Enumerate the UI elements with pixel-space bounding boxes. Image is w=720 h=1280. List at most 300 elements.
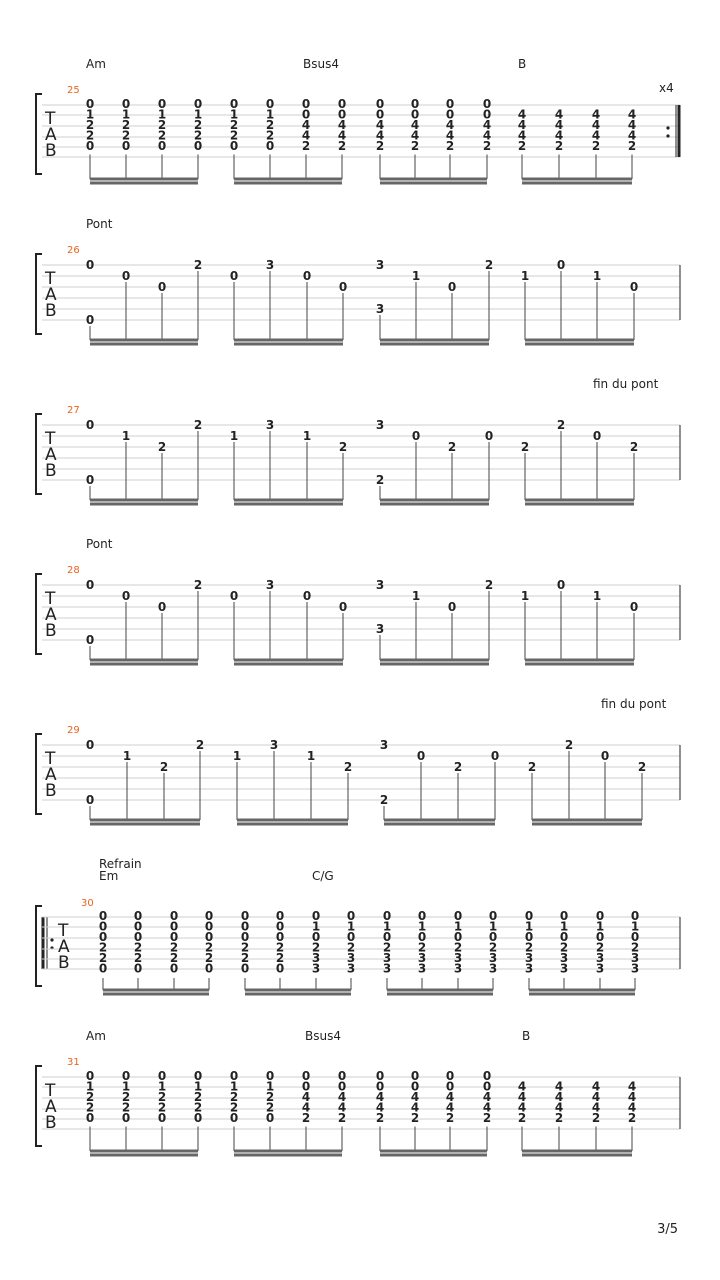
staff-lines <box>42 585 680 640</box>
fret-number: 2 <box>157 1090 167 1104</box>
system-26 <box>36 217 680 334</box>
fret-number: 0 <box>556 578 566 592</box>
fret-number: 0 <box>301 1069 311 1083</box>
fret-number: 4 <box>375 128 385 143</box>
fret-number: 2 <box>637 760 647 774</box>
fret-number: 3 <box>269 738 279 752</box>
fret-number: 2 <box>240 951 250 965</box>
fret-number: 2 <box>301 1111 311 1125</box>
fret-number: 4 <box>591 128 601 143</box>
staff-lines <box>42 265 680 320</box>
section-label: Refrain <box>99 857 142 871</box>
fret-number: 1 <box>121 1079 131 1094</box>
fret-number: 4 <box>301 128 311 143</box>
system-27 <box>36 377 680 494</box>
fret-number: 2 <box>265 128 275 143</box>
fret-number: 0 <box>375 1079 385 1094</box>
fret-number: 4 <box>517 1100 527 1115</box>
system-bracket <box>36 94 42 174</box>
fret-number: 0 <box>410 107 420 122</box>
fret-number: 0 <box>121 1069 131 1083</box>
fret-number: 4 <box>482 1100 492 1115</box>
fret-number: 0 <box>417 909 427 923</box>
fret-number: 0 <box>265 97 275 111</box>
fret-number: 2 <box>346 940 356 955</box>
fret-number: 0 <box>301 107 311 122</box>
fret-number: 0 <box>121 269 131 283</box>
fret-number: 0 <box>482 1079 492 1094</box>
fret-number: 4 <box>301 1100 311 1115</box>
fret-number: 0 <box>411 429 421 443</box>
fret-number: 0 <box>337 1069 347 1083</box>
fret-number: 0 <box>204 919 214 934</box>
fret-number: 0 <box>193 1111 203 1125</box>
fret-number: 3 <box>453 961 463 976</box>
fret-number: 0 <box>85 418 95 432</box>
staff-lines <box>42 1077 680 1129</box>
tab-clef: A <box>45 285 57 305</box>
fret-number: 2 <box>229 118 239 132</box>
fret-number: 2 <box>627 139 637 153</box>
fret-number: 2 <box>157 440 167 454</box>
fret-number: 2 <box>193 1090 203 1104</box>
fret-number: 0 <box>121 97 131 111</box>
fret-number: 1 <box>121 429 131 443</box>
fret-number: 0 <box>98 961 108 976</box>
fret-number: 4 <box>482 118 492 132</box>
fret-number: 0 <box>629 600 639 614</box>
fret-number: 2 <box>595 940 605 955</box>
fret-number: 2 <box>484 578 494 592</box>
fret-number: 0 <box>592 429 602 443</box>
fret-number: 0 <box>275 930 285 944</box>
svg-text:B: B <box>45 621 57 641</box>
fret-number: 0 <box>482 1069 492 1083</box>
fret-number: 0 <box>85 578 95 592</box>
repeat-count: x4 <box>659 81 674 95</box>
fret-number: 0 <box>240 961 250 976</box>
fret-number: 2 <box>169 940 179 955</box>
fret-number: 0 <box>85 139 95 153</box>
fret-number: 2 <box>627 1111 637 1125</box>
fret-number: 2 <box>265 1100 275 1115</box>
fret-number: 0 <box>524 909 534 923</box>
fret-number: 4 <box>591 1090 601 1104</box>
fret-number: 4 <box>517 1079 527 1094</box>
fret-number: 2 <box>527 760 537 774</box>
fret-number: 2 <box>338 440 348 454</box>
fret-number: 2 <box>379 793 389 807</box>
fret-number: 0 <box>346 909 356 923</box>
fret-number: 0 <box>193 139 203 153</box>
fret-number: 2 <box>193 128 203 143</box>
fret-number: 3 <box>488 951 498 965</box>
svg-text:B: B <box>45 781 57 801</box>
fret-number: 1 <box>121 107 131 122</box>
fret-number: 0 <box>229 139 239 153</box>
fret-number: 1 <box>85 1079 95 1094</box>
fret-number: 4 <box>627 1100 637 1115</box>
fret-number: 0 <box>382 930 392 944</box>
fret-number: 2 <box>157 128 167 143</box>
fret-number: 2 <box>229 1090 239 1104</box>
measure-number: 25 <box>67 85 80 96</box>
fret-number: 4 <box>627 107 637 122</box>
fret-number: 2 <box>229 1100 239 1115</box>
fret-number: 0 <box>85 793 95 807</box>
fret-number: 4 <box>627 118 637 132</box>
fret-number: 4 <box>337 1100 347 1115</box>
fret-number: 1 <box>229 107 239 122</box>
fret-number: 1 <box>520 269 530 283</box>
fret-number: 3 <box>595 951 605 965</box>
fret-number: 4 <box>410 118 420 132</box>
fret-number: 2 <box>193 578 203 592</box>
fret-number: 0 <box>157 1069 167 1083</box>
fret-number: 1 <box>382 919 392 934</box>
fret-number: 2 <box>482 139 492 153</box>
fret-number: 3 <box>453 951 463 965</box>
fret-number: 0 <box>311 930 321 944</box>
fret-number: 0 <box>133 961 143 976</box>
fret-number: 2 <box>159 760 169 774</box>
fret-number: 3 <box>559 961 569 976</box>
fret-number: 3 <box>524 961 534 976</box>
fret-number: 3 <box>375 578 385 592</box>
fret-number: 4 <box>517 128 527 143</box>
fret-number: 0 <box>275 909 285 923</box>
fret-number: 4 <box>554 1100 564 1115</box>
fret-number: 2 <box>564 738 574 752</box>
fret-number: 2 <box>275 940 285 955</box>
fret-number: 2 <box>98 940 108 955</box>
fret-number: 4 <box>517 118 527 132</box>
fret-number: 2 <box>556 418 566 432</box>
fret-number: 2 <box>85 1100 95 1115</box>
fret-number: 1 <box>559 919 569 934</box>
fret-number: 2 <box>554 1111 564 1125</box>
fret-number: 0 <box>85 313 95 327</box>
fret-number: 0 <box>169 930 179 944</box>
fret-number: 3 <box>311 951 321 965</box>
fret-number: 0 <box>490 749 500 763</box>
fret-number: 1 <box>306 749 316 763</box>
system-29 <box>36 697 680 814</box>
fret-number: 0 <box>301 1079 311 1094</box>
fret-number: 0 <box>524 930 534 944</box>
chord-label: Am <box>86 57 106 71</box>
fret-number: 4 <box>554 1090 564 1104</box>
fret-number: 4 <box>627 128 637 143</box>
fret-number: 2 <box>275 951 285 965</box>
fret-number: 0 <box>229 1069 239 1083</box>
fret-number: 3 <box>524 951 534 965</box>
fret-number: 0 <box>482 97 492 111</box>
fret-number: 1 <box>302 429 312 443</box>
fret-number: 0 <box>630 909 640 923</box>
fret-number: 4 <box>301 1090 311 1104</box>
fret-number: 2 <box>554 139 564 153</box>
system-25 <box>36 57 680 174</box>
fret-number: 2 <box>195 738 205 752</box>
measure-number: 27 <box>67 405 80 416</box>
fret-number: 1 <box>411 269 421 283</box>
fret-number: 0 <box>595 930 605 944</box>
fret-number: 4 <box>627 1090 637 1104</box>
fret-number: 3 <box>488 961 498 976</box>
fret-number: 0 <box>229 589 239 603</box>
fret-number: 0 <box>275 919 285 934</box>
fret-number: 2 <box>382 940 392 955</box>
fret-number: 4 <box>375 1090 385 1104</box>
svg-text:T: T <box>45 589 56 609</box>
fret-number: 0 <box>410 97 420 111</box>
chord-label: Em <box>99 869 119 883</box>
fret-number: 0 <box>301 97 311 111</box>
fret-number: 0 <box>169 919 179 934</box>
fret-number: 0 <box>229 97 239 111</box>
chord-label: Bsus4 <box>305 1029 341 1043</box>
fret-number: 4 <box>445 128 455 143</box>
fret-number: 1 <box>411 589 421 603</box>
fret-number: 3 <box>346 951 356 965</box>
measure-number: 28 <box>67 565 80 576</box>
fret-number: 2 <box>410 139 420 153</box>
fret-number: 2 <box>157 1100 167 1115</box>
fret-number: 3 <box>265 258 275 272</box>
fret-number: 2 <box>630 940 640 955</box>
fret-number: 4 <box>554 128 564 143</box>
fret-number: 4 <box>337 118 347 132</box>
fret-number: 4 <box>445 118 455 132</box>
fret-number: 4 <box>554 118 564 132</box>
fret-number: 1 <box>265 107 275 122</box>
fret-number: 1 <box>630 919 640 934</box>
system-28 <box>36 537 680 654</box>
fret-number: 0 <box>85 1111 95 1125</box>
fret-number: 3 <box>375 622 385 636</box>
chord-label: Bsus4 <box>303 57 339 71</box>
fret-number: 0 <box>337 107 347 122</box>
measure-number: 30 <box>81 898 94 909</box>
fret-number: 0 <box>193 1069 203 1083</box>
fret-number: 1 <box>520 589 530 603</box>
fret-number: 2 <box>157 118 167 132</box>
fret-number: 1 <box>193 1079 203 1094</box>
fret-number: 4 <box>445 1100 455 1115</box>
chord-label: B <box>522 1029 531 1043</box>
fret-number: 2 <box>524 940 534 955</box>
staff-lines <box>42 745 680 800</box>
fret-number: 4 <box>375 1100 385 1115</box>
fret-number: 4 <box>301 118 311 132</box>
fret-number: 0 <box>133 930 143 944</box>
fret-number: 0 <box>416 749 426 763</box>
fret-number: 2 <box>229 128 239 143</box>
fret-number: 0 <box>445 97 455 111</box>
fret-number: 2 <box>193 1100 203 1115</box>
fret-number: 2 <box>445 139 455 153</box>
fret-number: 0 <box>447 600 457 614</box>
fret-number: 0 <box>240 930 250 944</box>
fret-number: 0 <box>85 258 95 272</box>
fret-number: 2 <box>121 1100 131 1115</box>
fret-number: 4 <box>591 107 601 122</box>
fret-number: 1 <box>122 749 132 763</box>
fret-number: 0 <box>447 280 457 294</box>
fret-number: 2 <box>311 940 321 955</box>
fret-number: 4 <box>337 1090 347 1104</box>
fret-number: 2 <box>517 139 527 153</box>
fret-number: 0 <box>204 930 214 944</box>
svg-text:T: T <box>45 749 56 769</box>
fret-number: 0 <box>630 930 640 944</box>
fret-number: 4 <box>591 1079 601 1094</box>
fret-number: 2 <box>517 1111 527 1125</box>
fret-number: 0 <box>375 107 385 122</box>
fret-number: 0 <box>453 930 463 944</box>
fret-number: 0 <box>629 280 639 294</box>
fret-number: 4 <box>337 128 347 143</box>
fret-number: 0 <box>484 429 494 443</box>
fret-number: 0 <box>488 930 498 944</box>
fret-number: 0 <box>265 1111 275 1125</box>
fret-number: 1 <box>157 1079 167 1094</box>
fret-number: 4 <box>591 118 601 132</box>
fret-number: 2 <box>337 1111 347 1125</box>
section-label: fin du pont <box>601 697 667 711</box>
measure-number: 29 <box>67 725 80 736</box>
fret-number: 0 <box>157 139 167 153</box>
fret-number: 1 <box>417 919 427 934</box>
fret-number: 0 <box>229 1111 239 1125</box>
fret-number: 3 <box>346 961 356 976</box>
fret-number: 2 <box>301 139 311 153</box>
fret-number: 2 <box>121 128 131 143</box>
fret-number: 1 <box>229 1079 239 1094</box>
fret-number: 2 <box>121 118 131 132</box>
fret-number: 3 <box>595 961 605 976</box>
fret-number: 4 <box>410 128 420 143</box>
fret-number: 2 <box>375 1111 385 1125</box>
section-label: fin du pont <box>593 377 659 391</box>
fret-number: 1 <box>592 269 602 283</box>
fret-number: 2 <box>453 940 463 955</box>
fret-number: 2 <box>447 440 457 454</box>
fret-number: 0 <box>157 1111 167 1125</box>
fret-number: 0 <box>157 280 167 294</box>
fret-number: 3 <box>382 951 392 965</box>
fret-number: 1 <box>232 749 242 763</box>
fret-number: 2 <box>98 951 108 965</box>
fret-number: 2 <box>193 418 203 432</box>
fret-number: 0 <box>85 97 95 111</box>
fret-number: 0 <box>410 1079 420 1094</box>
measure-number: 31 <box>67 1057 80 1068</box>
svg-text:B: B <box>45 461 57 481</box>
fret-number: 1 <box>346 919 356 934</box>
svg-text:B: B <box>45 1113 57 1133</box>
fret-number: 2 <box>417 940 427 955</box>
staff-lines <box>42 105 680 157</box>
fret-number: 4 <box>410 1100 420 1115</box>
fret-number: 2 <box>343 760 353 774</box>
fret-number: 0 <box>375 97 385 111</box>
fret-number: 0 <box>453 909 463 923</box>
fret-number: 2 <box>453 760 463 774</box>
staff-lines <box>42 425 680 480</box>
fret-number: 0 <box>445 1079 455 1094</box>
fret-number: 2 <box>121 1090 131 1104</box>
fret-number: 0 <box>98 919 108 934</box>
fret-number: 3 <box>375 302 385 316</box>
svg-text:T: T <box>58 921 69 941</box>
fret-number: 0 <box>559 909 569 923</box>
fret-number: 3 <box>630 951 640 965</box>
fret-number: 4 <box>517 1090 527 1104</box>
fret-number: 0 <box>346 930 356 944</box>
fret-number: 0 <box>133 919 143 934</box>
fret-number: 2 <box>337 139 347 153</box>
fret-number: 1 <box>592 589 602 603</box>
fret-numbers <box>86 97 646 1155</box>
fret-number: 2 <box>85 118 95 132</box>
fret-number: 1 <box>265 1079 275 1094</box>
fret-number: 0 <box>229 269 239 283</box>
fret-number: 4 <box>591 1100 601 1115</box>
fret-number: 0 <box>85 1069 95 1083</box>
fret-number: 0 <box>157 600 167 614</box>
fret-number: 0 <box>302 589 312 603</box>
fret-number: 2 <box>204 940 214 955</box>
fret-number: 0 <box>204 909 214 923</box>
fret-number: 2 <box>240 940 250 955</box>
fret-number: 2 <box>629 440 639 454</box>
fret-number: 2 <box>204 951 214 965</box>
fret-number: 0 <box>240 919 250 934</box>
svg-text:T: T <box>45 1081 56 1101</box>
fret-number: 0 <box>265 1069 275 1083</box>
fret-number: 2 <box>375 473 385 487</box>
svg-text:A: A <box>58 937 70 957</box>
fret-number: 1 <box>524 919 534 934</box>
fret-number: 2 <box>85 128 95 143</box>
fret-number: 0 <box>559 930 569 944</box>
fret-number: 3 <box>417 951 427 965</box>
fret-number: 0 <box>337 97 347 111</box>
system-30 <box>36 857 680 986</box>
fret-number: 0 <box>595 909 605 923</box>
fret-number: 2 <box>410 1111 420 1125</box>
fret-number: 0 <box>600 749 610 763</box>
fret-number: 2 <box>133 940 143 955</box>
chord-label: B <box>518 57 527 71</box>
fret-number: 0 <box>169 909 179 923</box>
fret-number: 2 <box>482 1111 492 1125</box>
section-label: Pont <box>86 217 113 231</box>
fret-number: 4 <box>482 128 492 143</box>
svg-text:A: A <box>45 445 57 465</box>
measure-number: 26 <box>67 245 80 256</box>
fret-number: 0 <box>382 909 392 923</box>
svg-text:B: B <box>58 953 70 973</box>
fret-number: 0 <box>169 961 179 976</box>
fret-number: 1 <box>193 107 203 122</box>
fret-number: 0 <box>311 909 321 923</box>
fret-number: 0 <box>98 930 108 944</box>
fret-number: 1 <box>157 107 167 122</box>
fret-number: 2 <box>375 139 385 153</box>
